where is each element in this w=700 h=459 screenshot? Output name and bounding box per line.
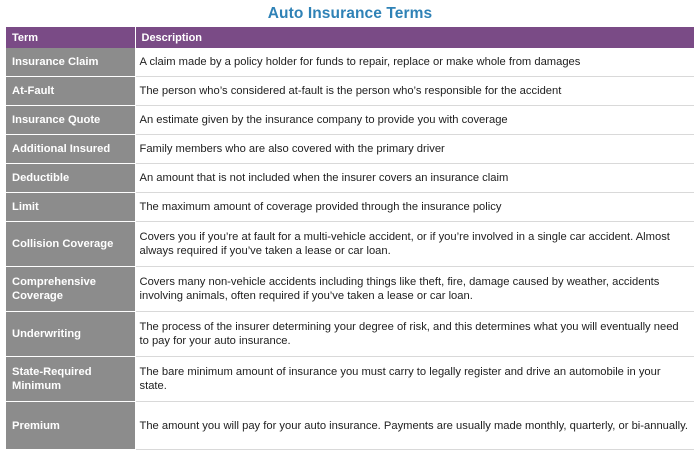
table-row	[6, 267, 694, 312]
column-header-term: Term	[6, 27, 135, 48]
table-row	[6, 135, 694, 164]
description-cell: Covers many non-vehicle accidents including things like theft, fire, damage caused by weather, accidents involving animals, often required if you’ve taken a lease or car loan.	[135, 267, 694, 312]
description-cell: The process of the insurer determining your degree of risk, and this determines what you will eventually need to pay for your auto insurance.	[135, 312, 694, 357]
description-cell: Family members who are also covered with the primary driver	[135, 135, 694, 164]
term-cell: Underwriting	[6, 312, 135, 357]
description-cell: An estimate given by the insurance company to provide you with coverage	[135, 106, 694, 135]
term-cell: Insurance Quote	[6, 106, 135, 135]
term-cell: Comprehensive Coverage	[6, 267, 135, 312]
table-row	[6, 357, 694, 402]
table-row	[6, 48, 694, 77]
column-header-description: Description	[135, 27, 694, 48]
table-row	[6, 402, 694, 450]
term-cell: Deductible	[6, 164, 135, 193]
description-cell: The bare minimum amount of insurance you must carry to legally register and drive an automobile in your state.	[135, 357, 694, 402]
term-cell: Additional Insured	[6, 135, 135, 164]
term-cell: Limit	[6, 193, 135, 222]
term-cell: Insurance Claim	[6, 48, 135, 77]
table-row	[6, 164, 694, 193]
terms-table	[6, 27, 694, 450]
term-cell: State-Required Minimum	[6, 357, 135, 402]
description-cell: A claim made by a policy holder for funds to repair, replace or make whole from damages	[135, 48, 694, 77]
table-row	[6, 312, 694, 357]
table-row	[6, 193, 694, 222]
description-cell: The maximum amount of coverage provided through the insurance policy	[135, 193, 694, 222]
page-title: Auto Insurance Terms	[267, 5, 433, 22]
description-cell: The person who’s considered at-fault is the person who’s responsible for the accident	[135, 77, 694, 106]
term-cell: At-Fault	[6, 77, 135, 106]
table-row	[6, 106, 694, 135]
description-cell: An amount that is not included when the insurer covers an insurance claim	[135, 164, 694, 193]
table-header-row	[6, 27, 694, 48]
description-cell: The amount you will pay for your auto insurance. Payments are usually made monthly, quarterly, or bi-annually.	[135, 402, 694, 450]
term-cell: Premium	[6, 402, 135, 450]
table-row	[6, 77, 694, 106]
table-row	[6, 222, 694, 267]
term-cell: Collision Coverage	[6, 222, 135, 267]
description-cell: Covers you if you’re at fault for a multi-vehicle accident, or if you’re involved in a single car accident. Almost always required if you’ve taken a lease or car loan.	[135, 222, 694, 267]
